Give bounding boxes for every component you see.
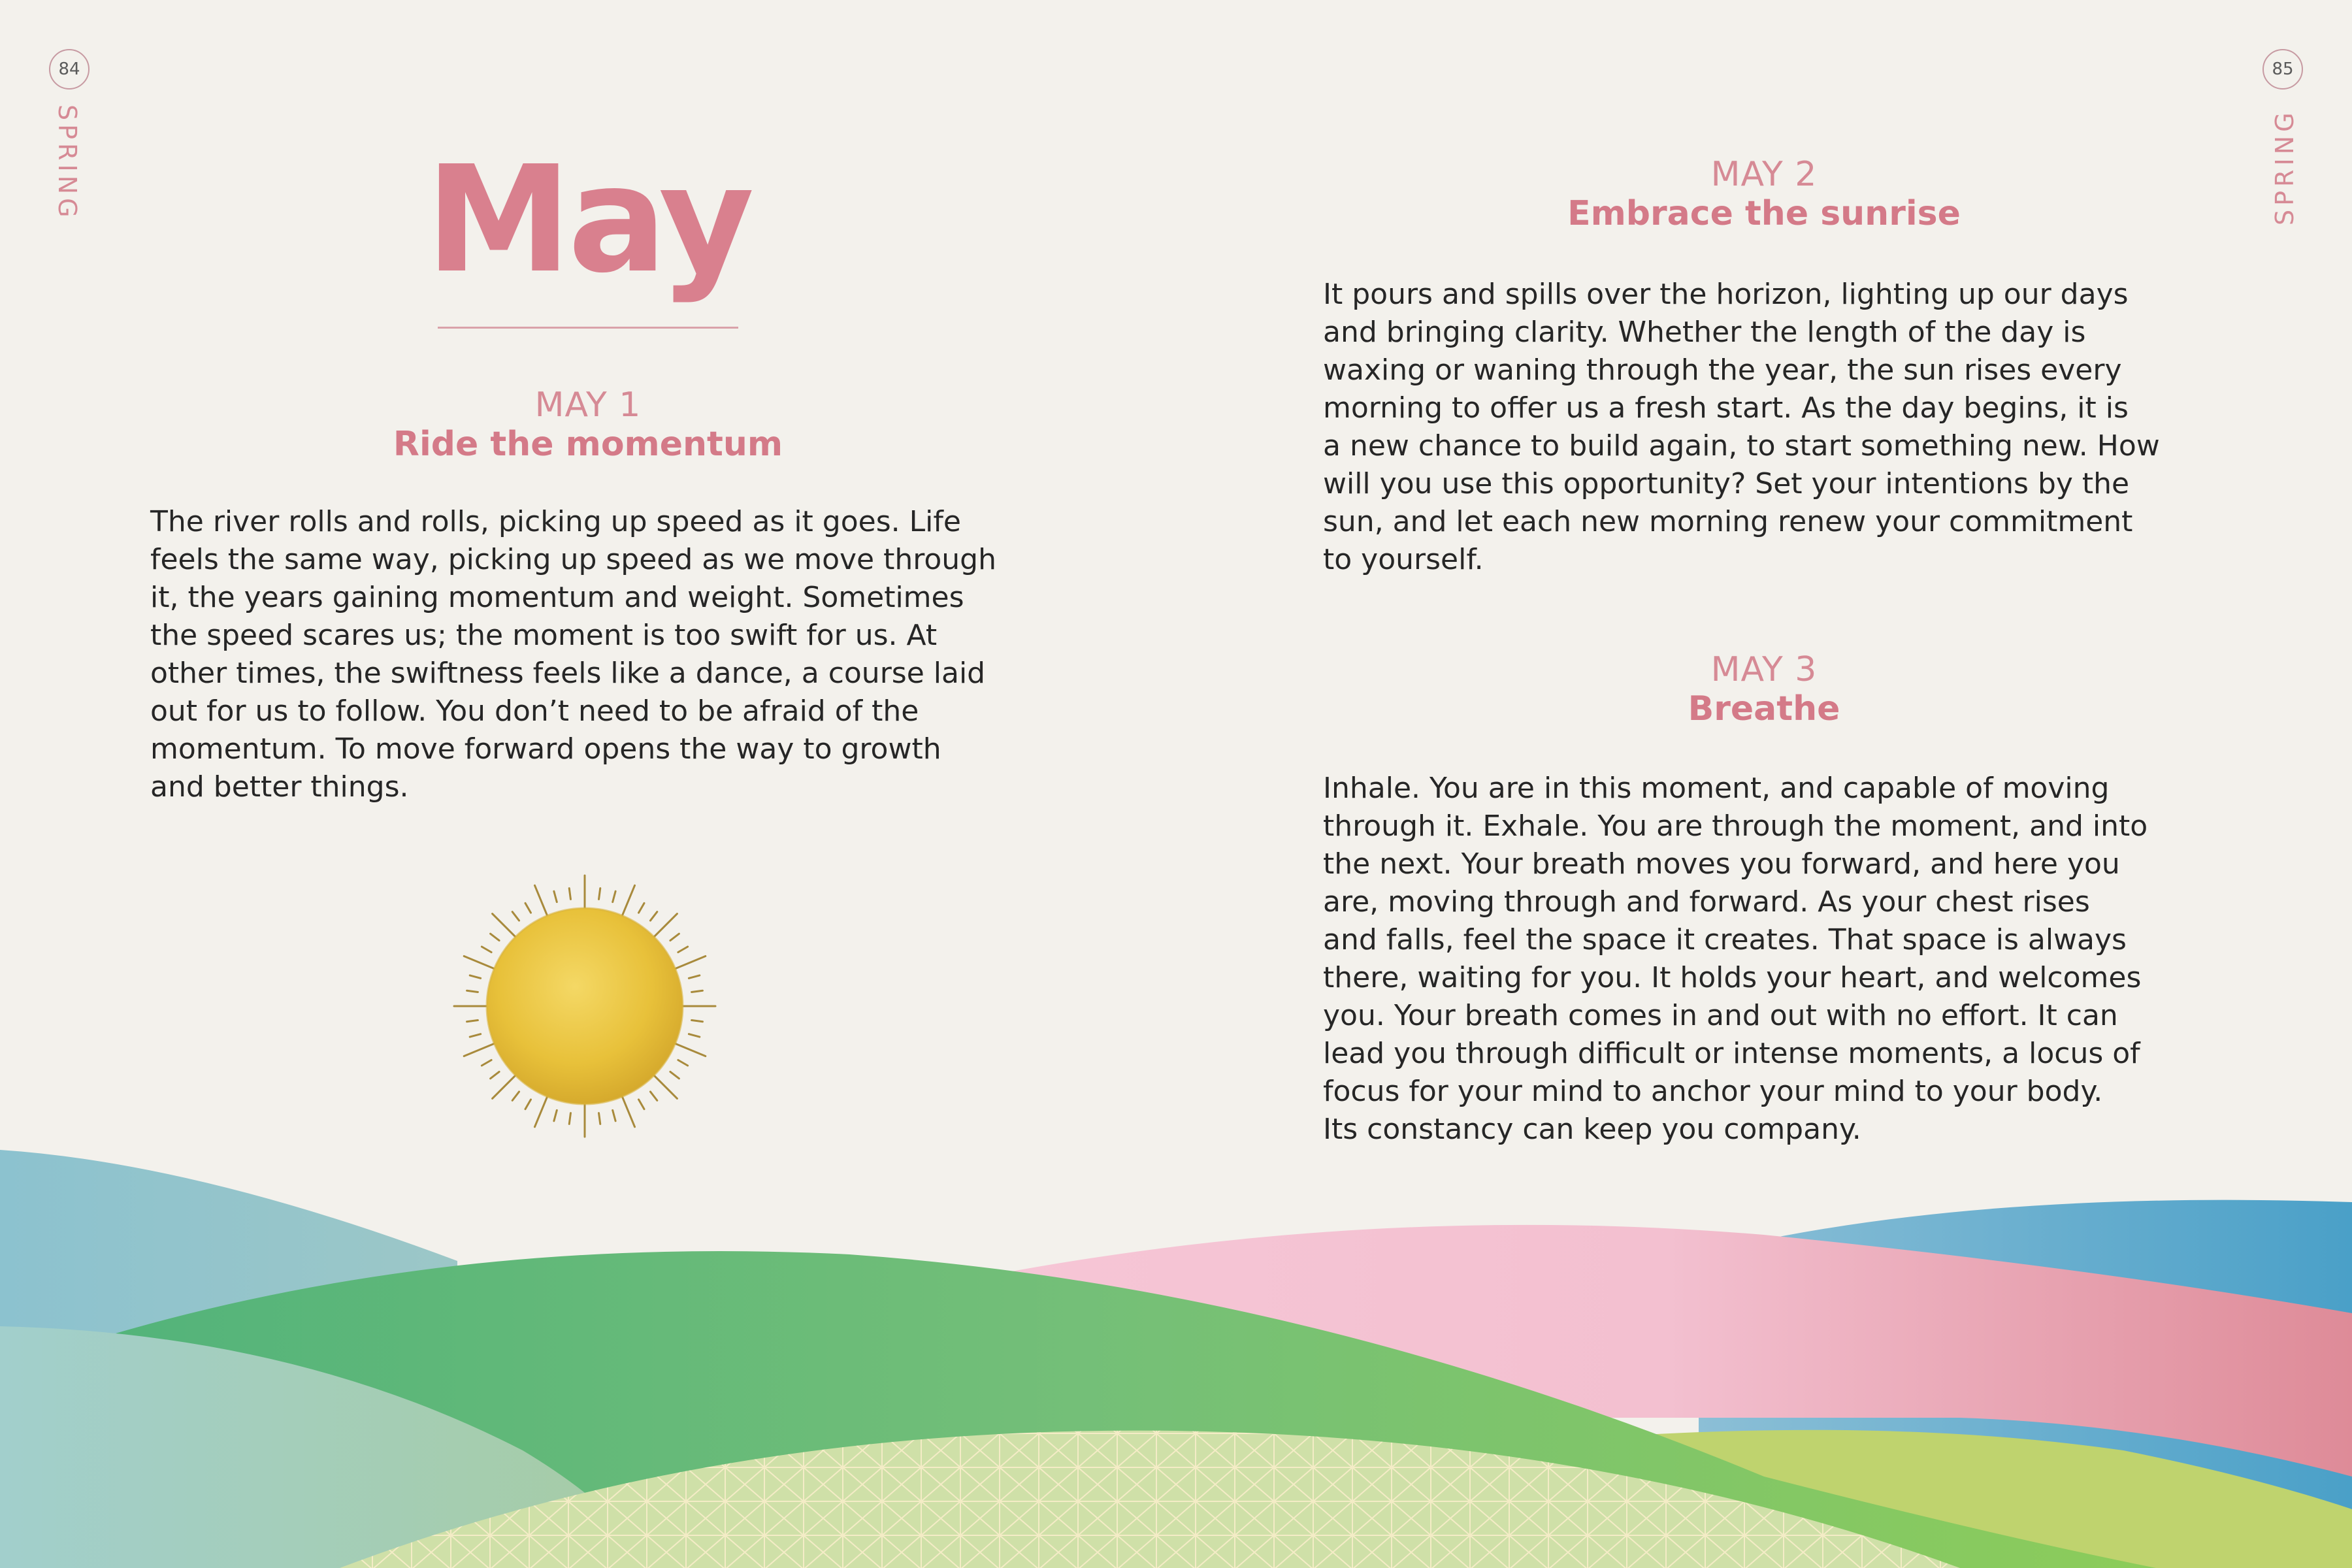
sun-ray [467, 1021, 478, 1022]
sun-ray [654, 914, 677, 937]
sun-ray [599, 889, 600, 900]
sun-ray [482, 1060, 491, 1066]
sun-ray [650, 1092, 657, 1100]
sun-ray [650, 912, 657, 921]
sun-ray [670, 1071, 679, 1078]
entry-date-may-2: MAY 2 [1710, 155, 1818, 194]
sun-ray [482, 947, 491, 953]
sun-ray [470, 975, 480, 978]
sun-ray [676, 956, 706, 968]
sun-ray [613, 891, 615, 902]
sun-ray [491, 1071, 499, 1078]
sun-ray [639, 1100, 645, 1109]
sun-ray [525, 1100, 531, 1109]
sun-ray [654, 1075, 677, 1098]
sun-ray [670, 934, 679, 940]
rolling-hills-landscape [0, 1111, 2352, 1568]
sun-ray [692, 990, 703, 992]
sun-ray [554, 891, 557, 902]
sun-ray [493, 1075, 515, 1098]
sun-ray [512, 912, 519, 921]
sun-ray [467, 990, 478, 992]
sun-ray [689, 975, 699, 978]
season-label-left: SPRING [53, 105, 82, 221]
entry-body-may-3: Inhale. You are in this moment, and capable of moving through it. Exhale. You are through the moment, and into the next. Your breath moves you forward, and here you are, moving through and forward. As your chest rises and falls, feel the space it creates. That space is always there, waiting for you. It holds your heart, and welcomes you. Your breath comes in and out with no effort. It can lead you through difficult or intense moments, a locus of focus for your mind to anchor your mind to your body. Its constancy can keep you company. [1323, 772, 2148, 1146]
sun-ray [470, 1034, 480, 1037]
sun-ray [639, 903, 645, 913]
entry-title-may-1: Ride the momentum [393, 425, 783, 464]
sun-ray [678, 1060, 688, 1066]
entry-body-may-1: The river rolls and rolls, picking up speed as it goes. Life feels the same way, picking up speed as we move through it, the years gaining momentum and weight. Sometimes the speed scares us; the moment is too swift for us. At other times, the swiftness feels like a dance, a course laid out for us to follow. You don’t need to be afraid of the momentum. To move forward opens the way to growth and better things. [150, 505, 996, 804]
sun-ray [534, 885, 547, 915]
sun-ray [464, 956, 494, 968]
sun-ray [569, 889, 570, 900]
entry-date-may-3: MAY 3 [1710, 650, 1818, 689]
sun-ray [676, 1043, 706, 1056]
page-number-right: 85 [2262, 49, 2303, 90]
month-title: May [425, 135, 751, 306]
season-label-right: SPRING [2270, 108, 2299, 225]
sun-ray [692, 1021, 703, 1022]
sun-ray [622, 885, 634, 915]
sun-ray [512, 1092, 519, 1100]
page-number-left: 84 [49, 49, 90, 90]
sun-ray [493, 914, 515, 937]
entry-body-may-2: It pours and spills over the horizon, lighting up our days and bringing clarity. Whether the length of the day is waxing or waning through the year, the sun rises every morning to offer us a fresh start. As the day begins, it is a new chance to build again, to start something new. How will you use this opportunity? Set your intentions by the sun, and let each new morning renew your commitment to yourself. [1323, 278, 2160, 576]
entry-title-may-2: Embrace the sunrise [1567, 194, 1961, 233]
title-divider [438, 327, 738, 329]
entry-date-may-1: MAY 1 [534, 385, 642, 425]
sun-ray [678, 947, 688, 953]
sun-ray [464, 1043, 494, 1056]
sun-ray [491, 934, 499, 940]
entry-title-may-3: Breathe [1688, 689, 1840, 728]
sun-ray [689, 1034, 699, 1037]
sun-illustration [451, 872, 719, 1140]
sun-ray [525, 903, 531, 913]
